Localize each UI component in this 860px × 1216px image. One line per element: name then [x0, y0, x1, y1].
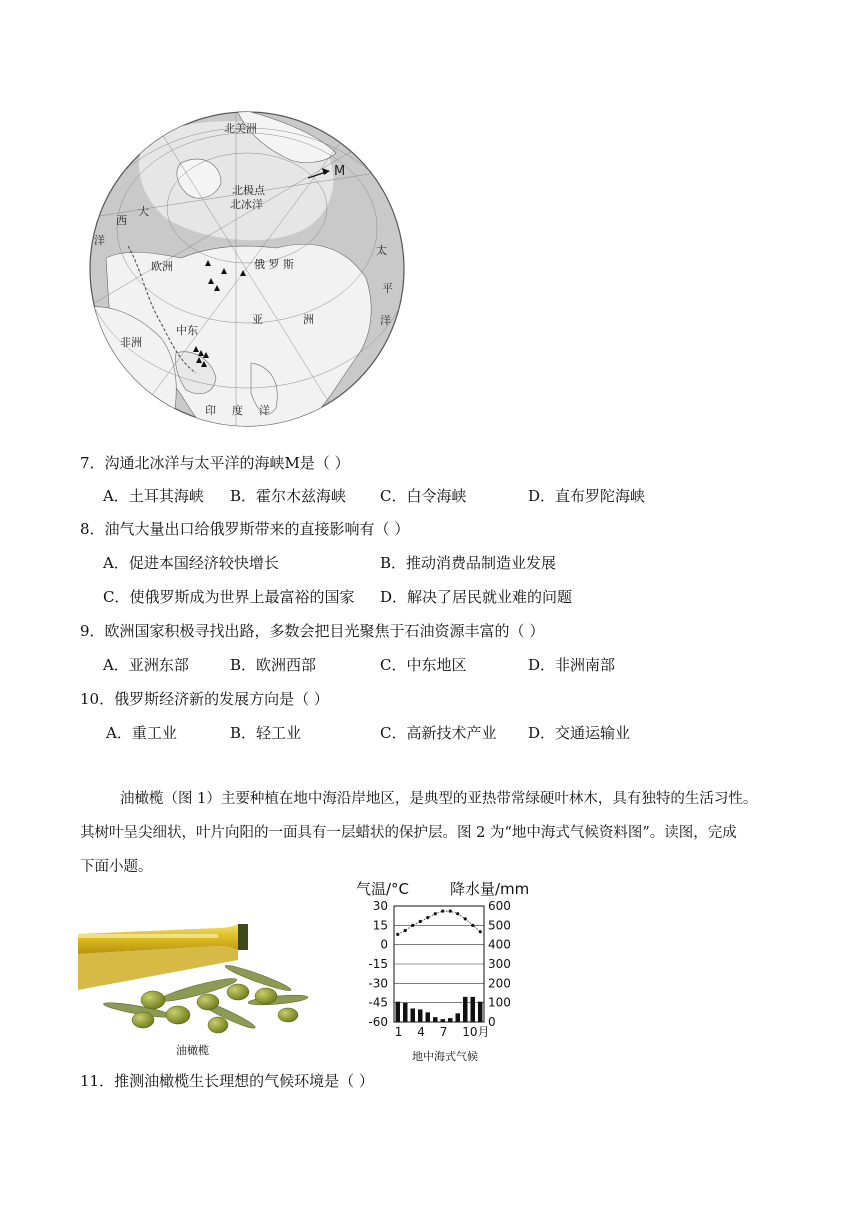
- precipitation-bar: [448, 1018, 453, 1022]
- q9-option-d: D．非洲南部: [528, 656, 616, 674]
- precipitation-bar: [456, 1013, 461, 1022]
- chart-x-tick-label: 7: [439, 1025, 448, 1039]
- question-11-stem: 11．推测油橄榄生长理想的气候环境是（ ）: [80, 1072, 374, 1090]
- label-atlantic-2: 大: [138, 205, 149, 218]
- label-indian-3: 洋: [259, 404, 270, 417]
- chart-x-tick-label: 10月: [462, 1025, 490, 1039]
- temperature-point: [464, 917, 467, 920]
- chart-left-tick-label: -15: [368, 957, 388, 971]
- temperature-point: [449, 910, 452, 913]
- q10-option-d: D．交通运输业: [528, 724, 631, 742]
- temperature-point: [441, 910, 444, 913]
- temperature-point: [426, 916, 429, 919]
- q8-option-d: D．解决了居民就业难的问题: [380, 588, 573, 606]
- q7-option-b: B．霍尔木兹海峡: [230, 487, 347, 505]
- chart-left-tick-label: 15: [372, 918, 388, 933]
- chart-left-tick-label: 30: [372, 899, 388, 913]
- passage-line-3: 下面小题。: [80, 859, 153, 875]
- label-indian-1: 印: [205, 404, 216, 417]
- question-9-stem: 9．欧洲国家积极寻找出路，多数会把目光聚焦于石油资源丰富的（ ）: [80, 622, 545, 640]
- q8-option-b: B．推动消费品制造业发展: [380, 554, 557, 572]
- chart-left-tick-label: -45: [368, 995, 388, 1010]
- label-north-america: 北美洲: [224, 122, 257, 135]
- q8-option-c: C．使俄罗斯成为世界上最富裕的国家: [103, 588, 355, 606]
- label-asia-2: 洲: [303, 313, 314, 326]
- label-asia-1: 亚: [252, 313, 263, 326]
- q7-option-c: C．白令海峡: [380, 487, 467, 505]
- q10-option-b: B．轻工业: [230, 724, 302, 742]
- label-strait-m: M: [334, 164, 346, 179]
- label-russia: 俄 罗 斯: [254, 258, 294, 271]
- precipitation-bar: [463, 997, 468, 1022]
- temperature-point: [419, 920, 422, 923]
- q8-option-a: A．促进本国经济较快增长: [103, 554, 279, 572]
- chart-right-tick-label: 300: [488, 957, 511, 971]
- q7-option-d: D．直布罗陀海峡: [528, 487, 646, 505]
- polar-globe-map: [86, 108, 408, 430]
- q9-option-b: B．欧洲西部: [230, 656, 317, 674]
- climate-chart: [350, 876, 550, 1046]
- figure-2-caption: 地中海式气候: [412, 1050, 478, 1063]
- precipitation-bar: [441, 1019, 446, 1022]
- label-middle-east: 中东: [176, 324, 198, 337]
- temperature-point: [479, 930, 482, 933]
- precipitation-bar: [471, 997, 476, 1022]
- label-indian-2: 度: [232, 404, 243, 417]
- q9-option-c: C．中东地区: [380, 656, 467, 674]
- chart-right-tick-label: 400: [488, 937, 511, 952]
- label-north-pole: 北极点: [232, 184, 265, 197]
- label-arctic-ocean: 北冰洋: [230, 198, 263, 211]
- temperature-point: [396, 933, 399, 936]
- temperature-point: [404, 929, 407, 932]
- temperature-point: [411, 924, 414, 927]
- label-africa: 非洲: [120, 336, 142, 349]
- precipitation-bar: [426, 1012, 431, 1022]
- chart-x-tick-label: 4: [417, 1025, 425, 1039]
- chart-right-tick-label: 100: [488, 995, 511, 1010]
- passage-line-2: 其树叶呈尖细状，叶片向阳的一面具有一层蜡状的保护层。图 2 为“地中海式气候资料图”。读图，完成: [80, 825, 737, 841]
- label-europe: 欧洲: [151, 260, 173, 273]
- temperature-line: [398, 911, 481, 934]
- q9-option-a: A．亚洲东部: [103, 656, 189, 674]
- precipitation-bar: [411, 1008, 416, 1022]
- q7-option-a: A．土耳其海峡: [103, 487, 204, 505]
- precipitation-bar: [478, 1002, 483, 1022]
- chart-left-axis-label: 气温/°C: [356, 880, 410, 898]
- label-pacific-3: 洋: [380, 314, 391, 327]
- chart-right-tick-label: 0: [488, 1015, 496, 1029]
- temperature-point: [434, 912, 437, 915]
- precipitation-bar: [403, 1003, 408, 1022]
- label-pacific-2: 平: [382, 282, 393, 295]
- chart-right-tick-label: 500: [488, 918, 511, 933]
- precipitation-bar: [396, 1002, 401, 1022]
- passage-line-1: 油橄榄（图 1）主要种植在地中海沿岸地区，是典型的亚热带常绿硬叶林木，具有独特的生活习性。: [120, 791, 758, 807]
- chart-right-tick-label: 600: [488, 899, 511, 913]
- chart-right-axis-label: 降水量/mm: [450, 880, 530, 898]
- q10-option-a: A．重工业: [106, 724, 177, 742]
- label-atlantic-1: 西: [116, 214, 127, 227]
- chart-right-tick-label: 200: [488, 976, 511, 991]
- chart-x-tick-label: 1: [394, 1025, 403, 1039]
- q10-option-c: C．高新技术产业: [380, 724, 497, 742]
- temperature-point: [456, 912, 459, 915]
- question-10-stem: 10．俄罗斯经济新的发展方向是（ ）: [80, 690, 329, 708]
- question-8-stem: 8．油气大量出口给俄罗斯带来的直接影响有（ ）: [80, 520, 410, 538]
- precipitation-bar: [433, 1017, 438, 1022]
- question-7-stem: 7．沟通北冰洋与太平洋的海峡M是（ ）: [80, 454, 350, 472]
- chart-left-tick-label: 0: [380, 937, 388, 952]
- olive-oil-illustration: [78, 920, 310, 1038]
- figure-1-caption: 油橄榄: [176, 1044, 209, 1057]
- chart-left-tick-label: -60: [368, 1015, 388, 1029]
- label-atlantic-3: 洋: [94, 234, 105, 247]
- label-pacific-1: 太: [376, 244, 387, 257]
- precipitation-bar: [418, 1009, 423, 1022]
- temperature-point: [471, 924, 474, 927]
- chart-left-tick-label: -30: [368, 976, 388, 991]
